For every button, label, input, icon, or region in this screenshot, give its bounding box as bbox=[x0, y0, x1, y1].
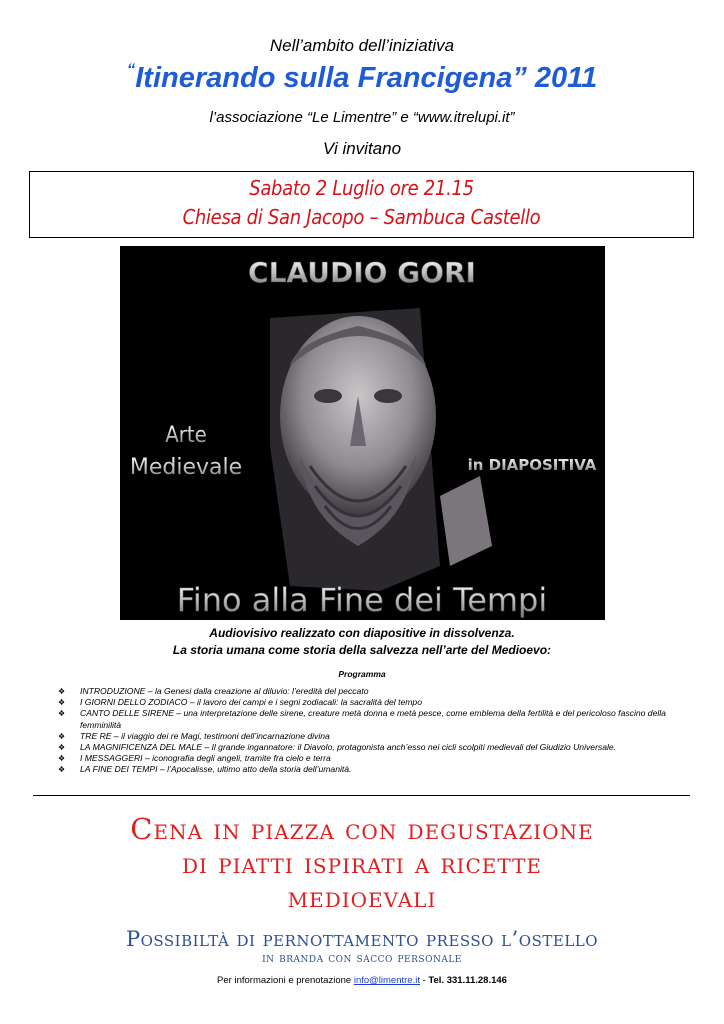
description-line-1: Audiovisivo realizzato con diapositive in dissolvenza. bbox=[209, 626, 515, 640]
program-title: Programma bbox=[338, 669, 386, 679]
lodging-heading: Possibiltà di pernottamento presso l’ostello bbox=[125, 927, 599, 951]
program-list bbox=[58, 686, 698, 776]
diamond-bullet-icon: ❖ bbox=[58, 709, 66, 719]
contact-phone: Tel. 331.11.28.146 bbox=[428, 975, 507, 986]
invite-line: Vi invitano bbox=[322, 139, 402, 158]
event-series-title bbox=[0, 60, 724, 95]
dinner-heading-line-1: Cena in piazza con degustazione bbox=[130, 812, 594, 846]
diamond-bullet-icon: ❖ bbox=[58, 765, 66, 775]
list-item bbox=[58, 731, 698, 742]
program-item-text: CANTO DELLE SIRENE – una interpretazione delle sirene, creature metà donna e metà pesce, come emblema della fertilità e del pericoloso fascino della femminilità bbox=[80, 708, 666, 730]
program-item-text: I GIORNI DELLO ZODIACO – il lavoro dei campi e i segni zodiacali: la sacralità del tempo bbox=[80, 697, 422, 708]
poster-bottom-text: Fino alla Fine dei Tempi bbox=[176, 581, 548, 619]
diamond-bullet-icon: ❖ bbox=[58, 754, 66, 764]
program-item-text: LA MAGNIFICENZA DEL MALE – Il grande ingannatore: il Diavolo, protagonista anch’esso nei cicli scolpiti medievali del Giudizio Universale. bbox=[80, 742, 617, 753]
contact-prefix: Per informazioni e prenotazione bbox=[217, 975, 354, 986]
poster-right-text: in DIAPOSITIVA bbox=[467, 456, 597, 474]
list-item bbox=[58, 686, 698, 697]
list-item bbox=[58, 764, 698, 775]
list-item bbox=[58, 697, 698, 708]
list-item bbox=[58, 742, 698, 753]
intro-line: Nell’ambito dell’iniziativa bbox=[269, 36, 455, 55]
program-item-text: INTRODUZIONE – la Genesi dalla creazione al diluvio: l’eredità del peccato bbox=[80, 686, 369, 696]
diamond-bullet-icon: ❖ bbox=[58, 743, 66, 753]
title-text: Itinerando sulla Francigena” 2011 bbox=[135, 62, 598, 94]
event-box bbox=[29, 171, 694, 238]
organizers-line: l’associazione “Le Limentre” e “www.itrelupi.it” bbox=[209, 109, 515, 126]
poster-left-text-2: Medievale bbox=[129, 455, 243, 480]
program-item-text: I MESSAGGERI – iconografia degli angeli, tramite fra cielo e terra bbox=[80, 753, 331, 764]
diamond-bullet-icon: ❖ bbox=[58, 687, 66, 696]
diamond-bullet-icon: ❖ bbox=[58, 698, 66, 708]
poster-image bbox=[120, 246, 605, 620]
divider bbox=[33, 795, 690, 796]
list-item bbox=[58, 708, 698, 730]
diamond-bullet-icon: ❖ bbox=[58, 731, 66, 741]
poster-name: CLAUDIO GORI bbox=[248, 256, 476, 289]
lodging-subheading: in branda con sacco personale bbox=[262, 951, 462, 966]
dinner-heading-line-2: di piatti ispirati a ricette bbox=[181, 846, 543, 880]
contact-line bbox=[0, 975, 724, 986]
contact-separator: - bbox=[419, 975, 429, 986]
poster-left-text-1: Arte bbox=[165, 423, 207, 448]
dinner-heading-line-3: medioevali bbox=[287, 880, 437, 914]
program-item-text: LA FINE DEI TEMPI – l’Apocalisse, ultimo atto della storia dell’umanità. bbox=[80, 764, 352, 775]
list-item bbox=[58, 753, 698, 764]
title-open-quote: “ bbox=[126, 60, 136, 79]
event-date-time: Sabato 2 Luglio ore 21.15 bbox=[249, 176, 474, 200]
program-item-text: TRE RE – il viaggio dei re Magi, testimoni dell’incarnazione divina bbox=[80, 730, 330, 741]
description-line-2: La storia umana come storia della salvezza nell’arte del Medioevo: bbox=[172, 643, 552, 657]
contact-email-link[interactable]: info@limentre.it bbox=[353, 975, 420, 986]
event-location: Chiesa di San Jacopo – Sambuca Castello bbox=[182, 205, 541, 229]
